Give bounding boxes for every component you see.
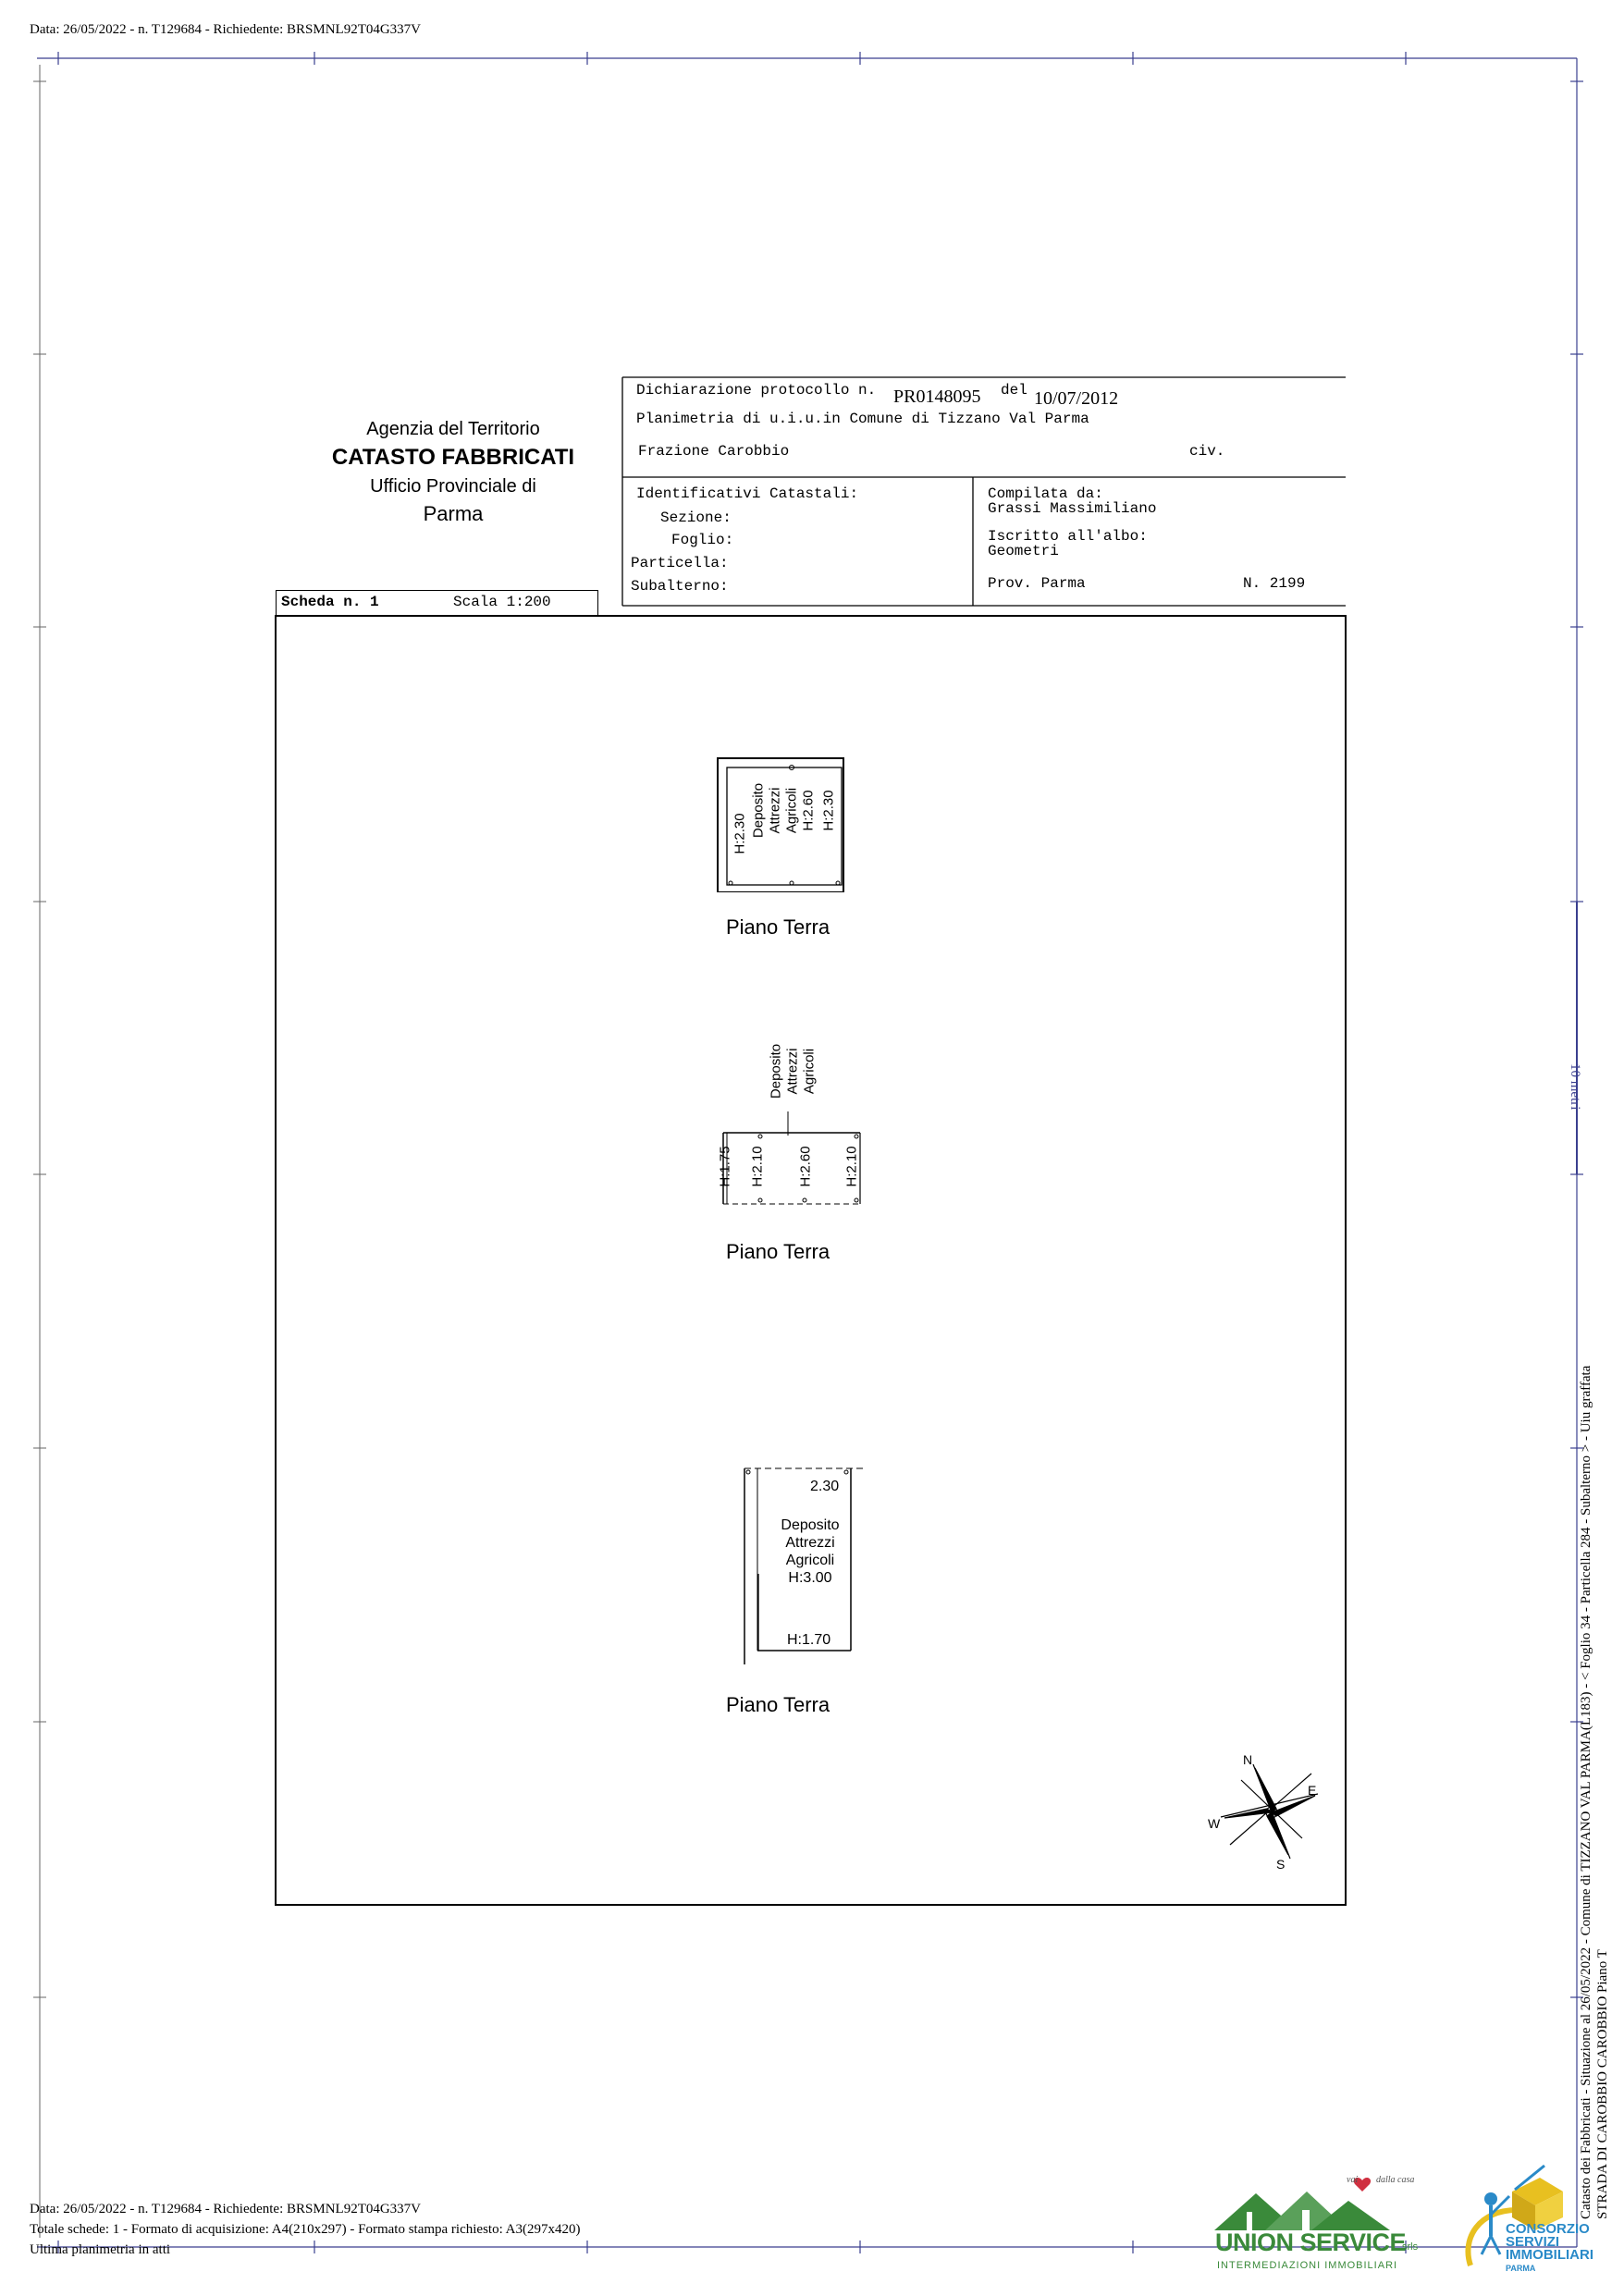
consorzio-line3: IMMOBILIARI: [1506, 2247, 1593, 2263]
union-service-logo: [1210, 2164, 1422, 2275]
agency-name: Agenzia del Territorio: [366, 419, 540, 439]
protocol-label: Dichiarazione protocollo n.: [636, 382, 877, 399]
scheda-label: Scheda n. 1: [281, 594, 379, 610]
plan1-room-line3: Agricoli: [783, 787, 800, 834]
plan2-height-1: H:1.75: [717, 1146, 733, 1187]
consorzio-logo: [1452, 2164, 1593, 2275]
footer-last-plan-line: Ultima planimetria in atti: [30, 2242, 171, 2257]
foglio-label: Foglio:: [671, 532, 734, 548]
plan3-floor-label: Piano Terra: [726, 1693, 830, 1716]
compass-east-label: E: [1308, 1783, 1317, 1798]
union-service-subtitle: INTERMEDIAZIONI IMMOBILIARI: [1217, 2260, 1398, 2271]
office-label: Ufficio Provinciale di: [370, 476, 536, 497]
sezione-label: Sezione:: [660, 510, 732, 526]
plan2-height-3: H:2.60: [797, 1146, 814, 1187]
consorzio-line4: PARMA: [1506, 2264, 1536, 2273]
identifiers-title: Identificativi Catastali:: [636, 485, 859, 502]
compass-north-label: N: [1243, 1752, 1253, 1767]
plan2-floor-label: Piano Terra: [726, 1240, 830, 1263]
consorzio-line1: CONSORZIO: [1506, 2221, 1590, 2237]
union-service-srls: srls: [1402, 2241, 1419, 2253]
plan2-room-line3: Agricoli: [801, 1048, 818, 1095]
plan3-height-bottom: H:1.70: [787, 1632, 831, 1648]
plan1-height-left: H:2.30: [732, 813, 748, 854]
prov-label: Prov. Parma: [988, 575, 1086, 592]
plan3-height: H:3.00: [788, 1570, 832, 1586]
albo-number: N. 2199: [1243, 575, 1306, 592]
consorzio-name: [1506, 2223, 1593, 2275]
protocol-date: 10/07/2012: [1034, 388, 1119, 409]
compass-rose-icon: [1202, 1748, 1341, 1877]
plan1-height-right: H:2.30: [820, 790, 837, 831]
union-tagline-2: dalla casa: [1376, 2175, 1415, 2185]
footer-info: [30, 2199, 581, 2260]
plan3-room-line3: Agricoli: [785, 1553, 835, 1568]
plan2-height-2: H:2.10: [749, 1146, 766, 1187]
plan2-height-4: H:2.10: [843, 1146, 860, 1187]
plan1-height-mid: H:2.60: [800, 790, 817, 831]
frazione-label: Frazione Carobbio: [638, 443, 790, 460]
compass-south-label: S: [1276, 1857, 1286, 1872]
consorzio-line2: SERVIZI: [1506, 2234, 1560, 2250]
plan2-room-line1: Deposito: [768, 1043, 784, 1099]
plan3-dimension-top: 2.30: [810, 1479, 840, 1494]
province-name: Parma: [423, 502, 484, 525]
scale-bar-label: 10 metri: [1568, 1063, 1582, 1111]
particella-label: Particella:: [631, 555, 729, 571]
plan2-room-line2: Attrezzi: [784, 1048, 801, 1095]
scale-label: Scala 1:200: [453, 594, 551, 610]
plan1-room-line2: Attrezzi: [767, 787, 783, 834]
plan1-room-line1: Deposito: [750, 782, 767, 839]
plan3-room-line2: Attrezzi: [785, 1535, 835, 1551]
footer-request-line: Data: 26/05/2022 - n. T129684 - Richiedente: BRSMNL92T04G337V: [30, 2202, 422, 2216]
planimetry-line: Planimetria di u.i.u.in Comune di Tizzano Val Parma: [636, 411, 1089, 427]
compiler-label: Compilata da:: [988, 485, 1103, 502]
plan3-room-label: [764, 1516, 856, 1587]
civ-label: civ.: [1189, 443, 1225, 460]
subalterno-label: Subalterno:: [631, 578, 729, 595]
side-caption-line2: STRADA DI CAROBBIO CAROBBIO Piano T: [1595, 1949, 1610, 2219]
date-label: del: [1001, 382, 1027, 399]
compiler-name: Grassi Massimiliano: [988, 500, 1157, 517]
catasto-title: CATASTO FABBRICATI: [331, 445, 575, 470]
plan3-room-line1: Deposito: [781, 1517, 840, 1533]
footer-format-line: Totale schede: 1 - Formato di acquisizione: A4(210x297) - Formato stampa richiesto: A3(297x420): [30, 2222, 581, 2237]
union-tagline-1: vai: [1347, 2175, 1359, 2185]
protocol-number: PR0148095: [893, 387, 981, 407]
side-caption-line1: Catasto dei Fabbricati - Situazione al 26/05/2022 - Comune di TIZZANO VAL PARMA(L183) - < Foglio 34 - Particella 284 - Subalterno > - Uiu graffata: [1579, 1365, 1593, 2219]
albo-value: Geometri: [988, 543, 1059, 559]
request-info-header: Data: 26/05/2022 - n. T129684 - Richiedente: BRSMNL92T04G337V: [30, 22, 422, 37]
compass-west-label: W: [1208, 1816, 1221, 1831]
albo-label: Iscritto all'albo:: [988, 528, 1148, 545]
union-service-name: UNION SERVICE: [1215, 2228, 1407, 2256]
plan1-floor-label: Piano Terra: [726, 915, 830, 939]
